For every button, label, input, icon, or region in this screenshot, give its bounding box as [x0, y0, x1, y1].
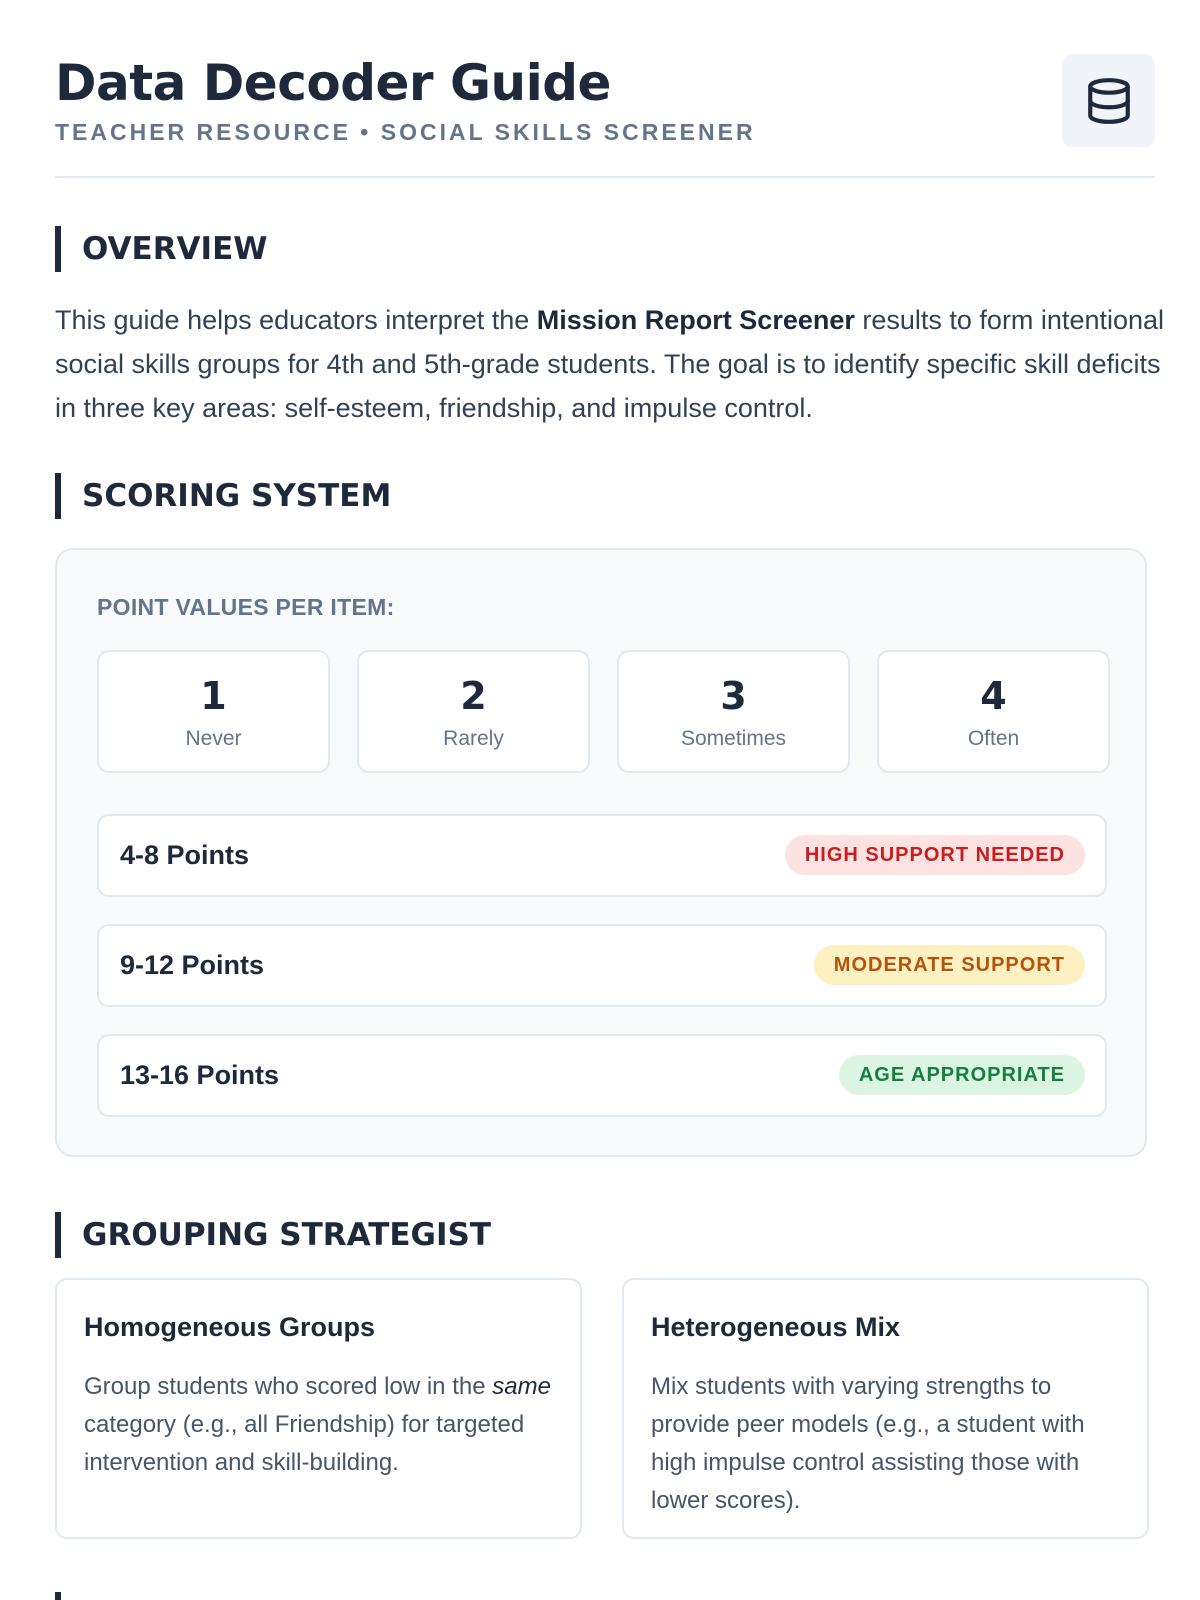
- grouping-card-text-intro: Group students who scored low in the: [84, 1373, 493, 1400]
- overview-text-intro: This guide helps educators interpret the: [55, 305, 537, 335]
- score-range-text: 9-12 Points: [120, 950, 265, 980]
- grouping-card-text: [651, 1368, 1126, 1520]
- point-value-label: Never: [185, 727, 242, 750]
- overview-heading: OVERVIEW: [55, 226, 267, 272]
- grouping-card-heterogeneous: [622, 1278, 1149, 1539]
- overview-text: [55, 298, 1165, 430]
- score-range-text: 13-16 Points: [120, 1060, 280, 1090]
- database-icon-container: [1062, 54, 1155, 147]
- point-value-card: [877, 650, 1110, 773]
- grouping-card-title: Homogeneous Groups: [84, 1312, 376, 1342]
- grouping-card-title: Heterogeneous Mix: [651, 1312, 901, 1342]
- status-badge: AGE APPROPRIATE: [839, 1055, 1085, 1095]
- page-header: [55, 52, 1155, 178]
- point-value-label: Often: [967, 727, 1020, 750]
- status-badge: MODERATE SUPPORT: [814, 945, 1085, 985]
- next-section-marker: [55, 1592, 61, 1600]
- point-value-number: 1: [200, 674, 227, 718]
- point-value-label: Sometimes: [680, 727, 787, 750]
- point-value-card: [97, 650, 330, 773]
- point-value-label: Rarely: [443, 727, 504, 750]
- database-icon: [1084, 76, 1134, 126]
- score-range-row: [97, 814, 1107, 897]
- grouping-card-text-rest: category (e.g., all Friendship) for targeted intervention and skill-building.: [84, 1411, 525, 1476]
- overview-text-emphasis: Mission Report Screener: [536, 305, 855, 335]
- grouping-card-homogeneous: [55, 1278, 582, 1539]
- point-value-card: [617, 650, 850, 773]
- score-range-row: [97, 924, 1107, 1007]
- grouping-card-text-emphasis: same: [492, 1373, 551, 1400]
- grouping-card-text-intro: Mix students with varying strengths to provide peer models (e.g., a student with high impulse control assisting those with lower scores).: [651, 1373, 1085, 1514]
- scoring-panel: [55, 548, 1147, 1157]
- point-value-number: 3: [720, 674, 747, 718]
- point-value-card: [357, 650, 590, 773]
- point-value-number: 4: [980, 674, 1007, 718]
- point-value-number: 2: [460, 674, 487, 718]
- score-range-text: 4-8 Points: [120, 840, 250, 870]
- grouping-heading: GROUPING STRATEGIST: [55, 1212, 491, 1258]
- scoring-heading: SCORING SYSTEM: [55, 473, 391, 519]
- point-values-label: POINT VALUES PER ITEM:: [97, 594, 395, 620]
- overview-text-rest: results to form intentional social skills groups for 4th and 5th-grade students. The goal is to identify specific skill deficits in three key areas: self-esteem, friendship, and impulse control.: [55, 305, 1165, 423]
- page-title: Data Decoder Guide: [55, 54, 611, 112]
- status-badge: HIGH SUPPORT NEEDED: [785, 835, 1085, 875]
- page-subtitle: TEACHER RESOURCE • SOCIAL SKILLS SCREENER: [55, 119, 756, 145]
- grouping-card-text: [84, 1368, 559, 1482]
- score-range-row: [97, 1034, 1107, 1117]
